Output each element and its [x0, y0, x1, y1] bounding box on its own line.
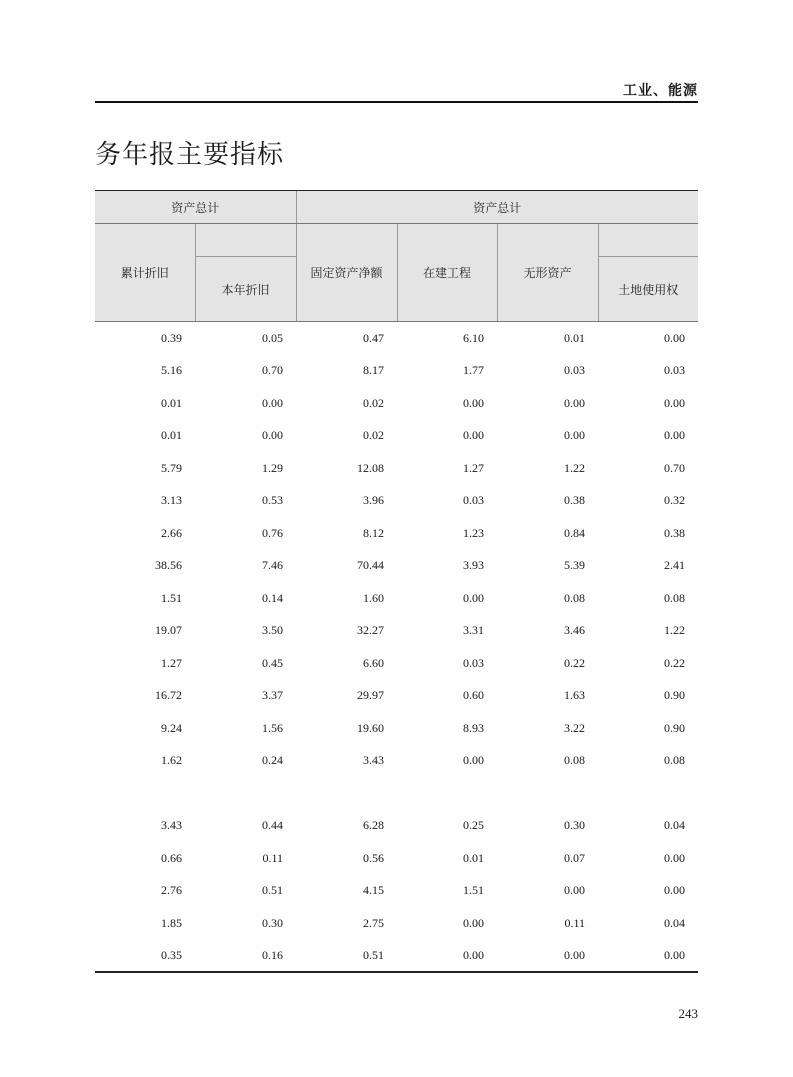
table-cell: 0.22	[664, 655, 686, 670]
table-cell: 0.00	[664, 330, 686, 345]
table-cell: 0.01	[161, 395, 182, 410]
table-cell: 3.43	[161, 818, 182, 833]
col-header-spacer-left	[195, 224, 296, 257]
table-cell: 0.51	[363, 948, 385, 963]
table-cell: 0.03	[463, 655, 485, 670]
table-cell: 0.00	[664, 395, 686, 410]
table-cell: 1.51	[463, 883, 485, 898]
table-cell: 0.00	[262, 395, 284, 410]
table-cell: 8.12	[363, 525, 385, 540]
table-cell: 0.04	[664, 818, 686, 833]
table-cell: 16.72	[155, 688, 182, 703]
table-cell: 70.44	[357, 558, 385, 573]
table-cell: 0.11	[262, 850, 284, 865]
table-cell: 0.38	[564, 493, 586, 508]
table-cell: 0.11	[564, 915, 586, 930]
table-cell: 0.14	[262, 590, 284, 605]
table-cell	[397, 777, 497, 810]
table-cell: 1.22	[564, 460, 586, 475]
table-cell	[598, 777, 698, 810]
table-cell: 0.53	[262, 493, 284, 508]
table-body	[95, 322, 698, 973]
table-row	[95, 387, 698, 420]
indicator-table-wrap	[95, 190, 698, 972]
col-header-fixed-asset-net: 固定资产净额	[296, 224, 397, 322]
table-row	[95, 777, 698, 810]
table-cell: 19.07	[155, 623, 182, 638]
table-cell: 9.24	[161, 720, 182, 735]
table-cell: 0.56	[363, 850, 385, 865]
page-title: 务年报主要指标	[95, 140, 285, 170]
table-row	[95, 907, 698, 940]
table-cell: 3.37	[262, 688, 284, 703]
table-cell: 0.45	[262, 655, 284, 670]
table-cell: 1.51	[161, 590, 182, 605]
table-cell: 0.03	[463, 493, 485, 508]
table-row	[95, 517, 698, 550]
table-cell: 1.27	[161, 655, 182, 670]
header-rule	[95, 101, 698, 103]
table-cell: 5.79	[161, 460, 182, 475]
table-cell: 0.51	[262, 883, 284, 898]
table-row	[95, 810, 698, 843]
table-cell: 0.00	[564, 948, 586, 963]
table-cell: 12.08	[357, 460, 385, 475]
table-cell: 1.63	[564, 688, 586, 703]
table-cell: 0.00	[463, 948, 485, 963]
table-cell: 2.66	[161, 525, 182, 540]
table-cell	[296, 777, 397, 810]
table-cell: 1.27	[463, 460, 485, 475]
table-row	[95, 745, 698, 778]
table-row	[95, 355, 698, 388]
table-row	[95, 842, 698, 875]
col-header-spacer-right	[598, 224, 698, 257]
table-cell: 0.70	[664, 460, 686, 475]
table-cell: 3.46	[564, 623, 586, 638]
table-cell: 6.10	[463, 330, 485, 345]
table-cell: 0.70	[262, 363, 284, 378]
table-cell: 0.00	[664, 883, 686, 898]
table-cell: 3.96	[363, 493, 385, 508]
table-cell: 1.60	[363, 590, 385, 605]
table-bottom-rule	[95, 971, 698, 973]
table-cell: 0.00	[664, 850, 686, 865]
group-header-left: 资产总计	[95, 191, 296, 224]
table-cell: 0.01	[564, 330, 586, 345]
table-cell: 0.00	[463, 915, 485, 930]
table-cell: 0.38	[664, 525, 686, 540]
table-cell: 0.08	[664, 753, 686, 768]
table-cell: 0.08	[564, 753, 586, 768]
table-cell: 0.44	[262, 818, 284, 833]
table-row	[95, 940, 698, 973]
table-cell: 1.62	[161, 753, 182, 768]
table-cell: 6.60	[363, 655, 385, 670]
table-cell: 0.22	[564, 655, 586, 670]
table-cell: 0.84	[564, 525, 586, 540]
table-cell: 29.97	[357, 688, 385, 703]
table-cell: 0.02	[363, 428, 385, 443]
page-number: 243	[678, 1006, 698, 1021]
table-cell: 3.43	[363, 753, 385, 768]
table-cell: 3.31	[463, 623, 485, 638]
table-cell: 0.66	[161, 850, 182, 865]
table-row	[95, 615, 698, 648]
table-cell: 0.08	[564, 590, 586, 605]
group-header-right: 资产总计	[296, 191, 698, 224]
table-cell: 0.04	[664, 915, 686, 930]
table-cell: 2.76	[161, 883, 182, 898]
table-cell: 0.05	[262, 330, 284, 345]
col-header-intangible: 无形资产	[497, 224, 598, 322]
table-cell: 0.30	[564, 818, 586, 833]
table-cell: 3.50	[262, 623, 284, 638]
table-cell: 0.00	[564, 883, 586, 898]
table-cell	[497, 777, 598, 810]
table-cell: 4.15	[363, 883, 385, 898]
table-cell: 0.01	[161, 428, 182, 443]
table-cell: 38.56	[155, 558, 182, 573]
table-cell: 0.24	[262, 753, 284, 768]
running-head: 工业、能源	[623, 83, 698, 99]
col-header-accumulated-depreciation: 累计折旧	[95, 224, 195, 322]
table-cell: 2.41	[664, 558, 686, 573]
table-cell: 3.13	[161, 493, 182, 508]
col-header-land-use-right: 土地使用权	[598, 257, 698, 322]
table-cell: 5.39	[564, 558, 586, 573]
table-cell: 32.27	[357, 623, 385, 638]
table-cell: 0.47	[363, 330, 385, 345]
table-cell: 0.00	[664, 948, 686, 963]
table-cell: 0.32	[664, 493, 686, 508]
table-row	[95, 582, 698, 615]
table-cell: 1.23	[463, 525, 485, 540]
table-cell: 19.60	[357, 720, 385, 735]
table-cell: 0.30	[262, 915, 284, 930]
table-cell: 3.93	[463, 558, 485, 573]
col-header-construction: 在建工程	[397, 224, 497, 322]
table-cell: 0.39	[161, 330, 182, 345]
indicator-table	[95, 190, 698, 972]
table-cell: 6.28	[363, 818, 385, 833]
table-row	[95, 322, 698, 355]
table-cell: 0.02	[363, 395, 385, 410]
table-row	[95, 680, 698, 713]
table-cell: 5.16	[161, 363, 182, 378]
col-header-annual-depreciation: 本年折旧	[195, 257, 296, 322]
table-cell: 0.00	[564, 395, 586, 410]
table-cell	[195, 777, 296, 810]
table-cell: 0.00	[664, 428, 686, 443]
table-cell: 0.00	[262, 428, 284, 443]
table-row	[95, 550, 698, 583]
table-cell: 0.25	[463, 818, 485, 833]
table-cell: 0.00	[463, 428, 485, 443]
table-cell: 0.03	[664, 363, 686, 378]
table-cell: 1.56	[262, 720, 284, 735]
table-cell: 0.00	[463, 395, 485, 410]
table-cell: 0.16	[262, 948, 284, 963]
table-cell: 0.60	[463, 688, 485, 703]
table-cell: 0.03	[564, 363, 586, 378]
table-cell: 1.77	[463, 363, 485, 378]
table-cell: 1.29	[262, 460, 284, 475]
table-row	[95, 712, 698, 745]
table-cell: 0.35	[161, 948, 182, 963]
table-cell: 8.93	[463, 720, 485, 735]
table-cell: 7.46	[262, 558, 284, 573]
table-cell: 0.00	[564, 428, 586, 443]
table-cell: 0.07	[564, 850, 586, 865]
table-cell: 8.17	[363, 363, 385, 378]
table-cell: 3.22	[564, 720, 586, 735]
table-row	[95, 485, 698, 518]
table-row	[95, 420, 698, 453]
table-header	[95, 191, 698, 322]
table-cell: 1.85	[161, 915, 182, 930]
table-cell: 0.08	[664, 590, 686, 605]
table-cell: 0.90	[664, 720, 686, 735]
table-cell: 2.75	[363, 915, 385, 930]
table-row	[95, 452, 698, 485]
table-row	[95, 647, 698, 680]
table-cell: 1.22	[664, 623, 686, 638]
table-cell: 0.01	[463, 850, 485, 865]
table-cell: 0.00	[463, 753, 485, 768]
table-row	[95, 875, 698, 908]
table-cell: 0.76	[262, 525, 284, 540]
table-cell	[95, 777, 195, 810]
table-cell: 0.00	[463, 590, 485, 605]
table-cell: 0.90	[664, 688, 686, 703]
